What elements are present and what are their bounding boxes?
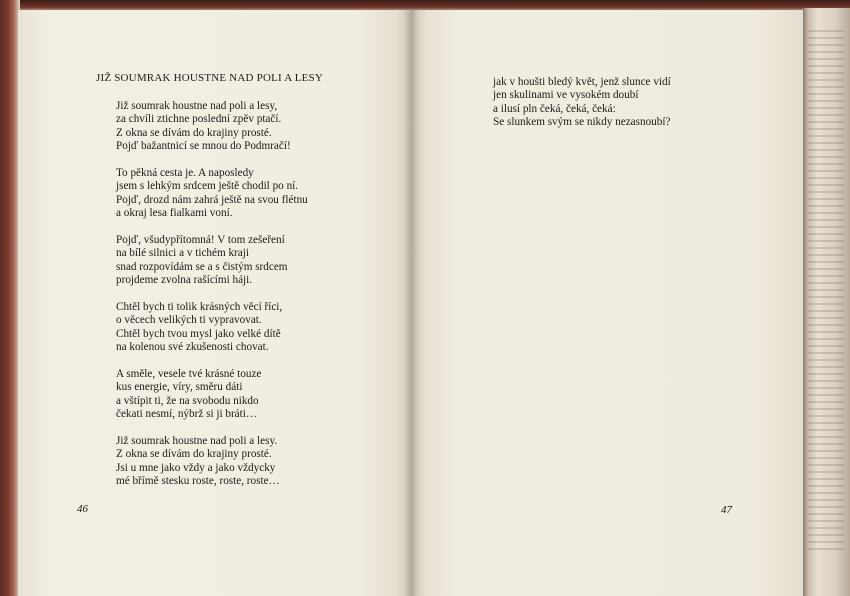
poem-line: Pojď, drozd nám zahrá ještě na svou flétnu [116, 193, 308, 206]
poem-line: jen skulinami ve vysokém doubí [493, 89, 639, 102]
poem-line: a okraj lesa fialkami voní. [116, 207, 233, 220]
poem-line: projdeme zvolna rašícími háji. [116, 274, 253, 287]
poem-line: Pojď, všudypřítomná! V tom zešeření [116, 234, 285, 247]
left-poem [116, 100, 308, 502]
poem-line: na kolenou své zkušenosti chovat. [116, 341, 269, 354]
page-block-lines [808, 30, 844, 550]
poem-line: Již soumrak houstne nad poli a lesy. [116, 435, 278, 448]
poem-line: Chtěl bych ti tolik krásných věcí říci, [116, 301, 283, 314]
poem-title: JIŽ SOUMRAK HOUSTNE NAD POLI A LESY [96, 72, 324, 84]
poem-line: Pojď bažantnicí se mnou do Podmračí! [116, 140, 291, 153]
book-gutter [404, 10, 418, 596]
poem-line: za chvíli ztichne poslední zpěv ptačí. [116, 113, 282, 126]
poem-line: na bílé silnici a v tichém kraji [116, 247, 249, 260]
poem-line: snad rozpovídám se a s čistým srdcem [116, 260, 288, 273]
page-number-left: 46 [77, 503, 88, 515]
poem-line: Chtěl bych tvou mysl jako velké dítě [116, 327, 281, 340]
book-cover-left-edge [0, 0, 20, 596]
poem-stanza [493, 76, 671, 130]
poem-stanza [116, 301, 308, 355]
poem-line: Z okna se dívám do krajiny prosté. [116, 126, 272, 139]
poem-line: Již soumrak houstne nad poli a lesy, [116, 100, 278, 112]
poem-line: a vštípit ti, že na svobodu nikdo [116, 394, 259, 407]
poem-line: jsem s lehkým srdcem ještě chodil po ní. [116, 180, 299, 193]
poem-line: kus energie, víry, směru dáti [116, 381, 243, 394]
poem-line: Se slunkem svým se nikdy nezasnoubí? [493, 116, 671, 129]
poem-stanza [116, 100, 308, 154]
poem-line: A směle, vesele tvé krásné touze [116, 368, 262, 381]
poem-line: To pěkná cesta je. A naposledy [116, 167, 254, 180]
poem-line: Jsi u mne jako vždy a jako vždycky [116, 461, 276, 474]
poem-line: a ilusí pln čeká, čeká, čeká: [493, 102, 616, 115]
page-number-right: 47 [721, 504, 732, 516]
poem-stanza [116, 167, 308, 221]
poem-line: mé břímě stesku roste, roste, roste… [116, 475, 280, 488]
poem-stanza [116, 368, 308, 422]
right-poem [493, 76, 671, 143]
poem-line: o věcech velikých ti vypravovat. [116, 314, 262, 327]
poem-line: Z okna se dívám do krajiny prosté. [116, 448, 272, 461]
poem-line: čekati nesmí, nýbrž si ji bráti… [116, 408, 258, 421]
poem-line: jak v houšti bledý květ, jenž slunce vidí [493, 76, 671, 88]
poem-stanza [116, 435, 308, 489]
poem-stanza [116, 234, 308, 288]
